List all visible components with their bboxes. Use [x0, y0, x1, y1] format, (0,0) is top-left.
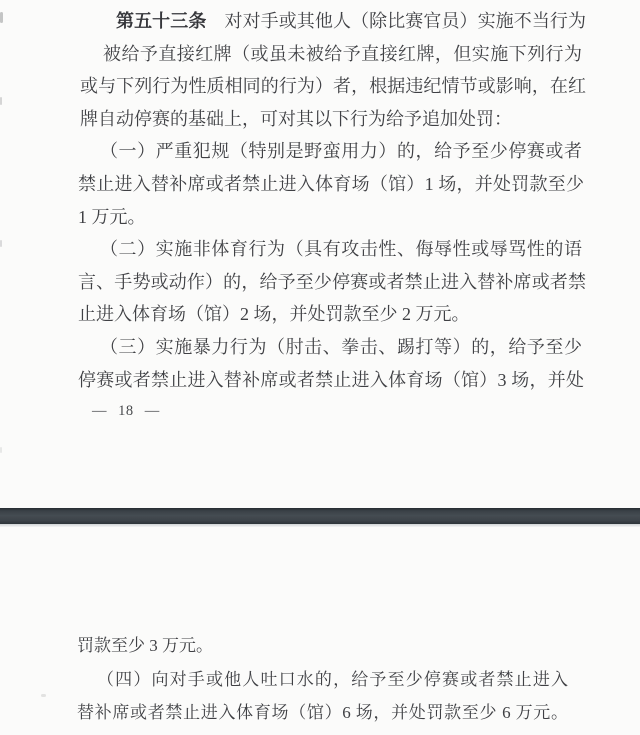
scan-artifact: [0, 240, 2, 247]
doc-line: 止进入体育场（馆）2 场，并处罚款至少 2 万元。: [78, 304, 470, 325]
doc-line: 停赛或者禁止进入替补席或者禁止进入体育场（馆）3 场，并处: [78, 369, 584, 390]
doc-line: 被给予直接红牌（或虽未被给予直接红牌，但实施下列行为: [103, 43, 582, 64]
next-page-text-block: [0, 629, 640, 730]
scan-artifact: [0, 97, 2, 105]
doc-line: 牌自动停赛的基础上，可对其以下行为给予追加处罚：: [80, 108, 512, 129]
page-number: — 18 —: [92, 403, 160, 420]
doc-line: 或与下列行为性质相同的行为）者，根据违纪情节或影响，在红: [80, 76, 586, 97]
scan-artifact: [0, 447, 2, 453]
doc-line: 罚款至少 3 万元。: [77, 636, 213, 655]
page-18-text-block: [0, 5, 640, 427]
doc-line-item-1: （一）严重犯规（特别是野蛮用力）的，给予至少停赛或者: [100, 141, 582, 162]
scan-artifact: [0, 12, 3, 23]
article-53-line-1: [116, 5, 586, 38]
doc-line-item-3: （三）实施暴力行为（肘击、拳击、踢打等）的，给予至少: [100, 336, 582, 357]
doc-line-item-4: （四）向对手或他人吐口水的，给予至少停赛或者禁止进入: [97, 669, 568, 689]
page-separator-band: [0, 508, 640, 524]
doc-line: 1 万元。: [78, 206, 146, 227]
doc-line: 禁止进入替补席或者禁止进入体育场（馆）1 场，并处罚款至少: [78, 173, 584, 194]
doc-line-item-2: （二）实施非体育行为（具有攻击性、侮辱性或辱骂性的语: [100, 239, 582, 260]
article-number-label: 第五十三条: [116, 11, 207, 31]
article-53-line-1-text: 对对手或其他人（除比赛官员）实施不当行为: [206, 11, 586, 31]
doc-line: 言、手势或动作）的，给予至少停赛或者禁止进入替补席或者禁: [78, 271, 586, 292]
scan-artifact: [41, 694, 46, 697]
doc-line: 替补席或者禁止进入体育场（馆）6 场，并处罚款至少 6 万元。: [77, 703, 568, 722]
